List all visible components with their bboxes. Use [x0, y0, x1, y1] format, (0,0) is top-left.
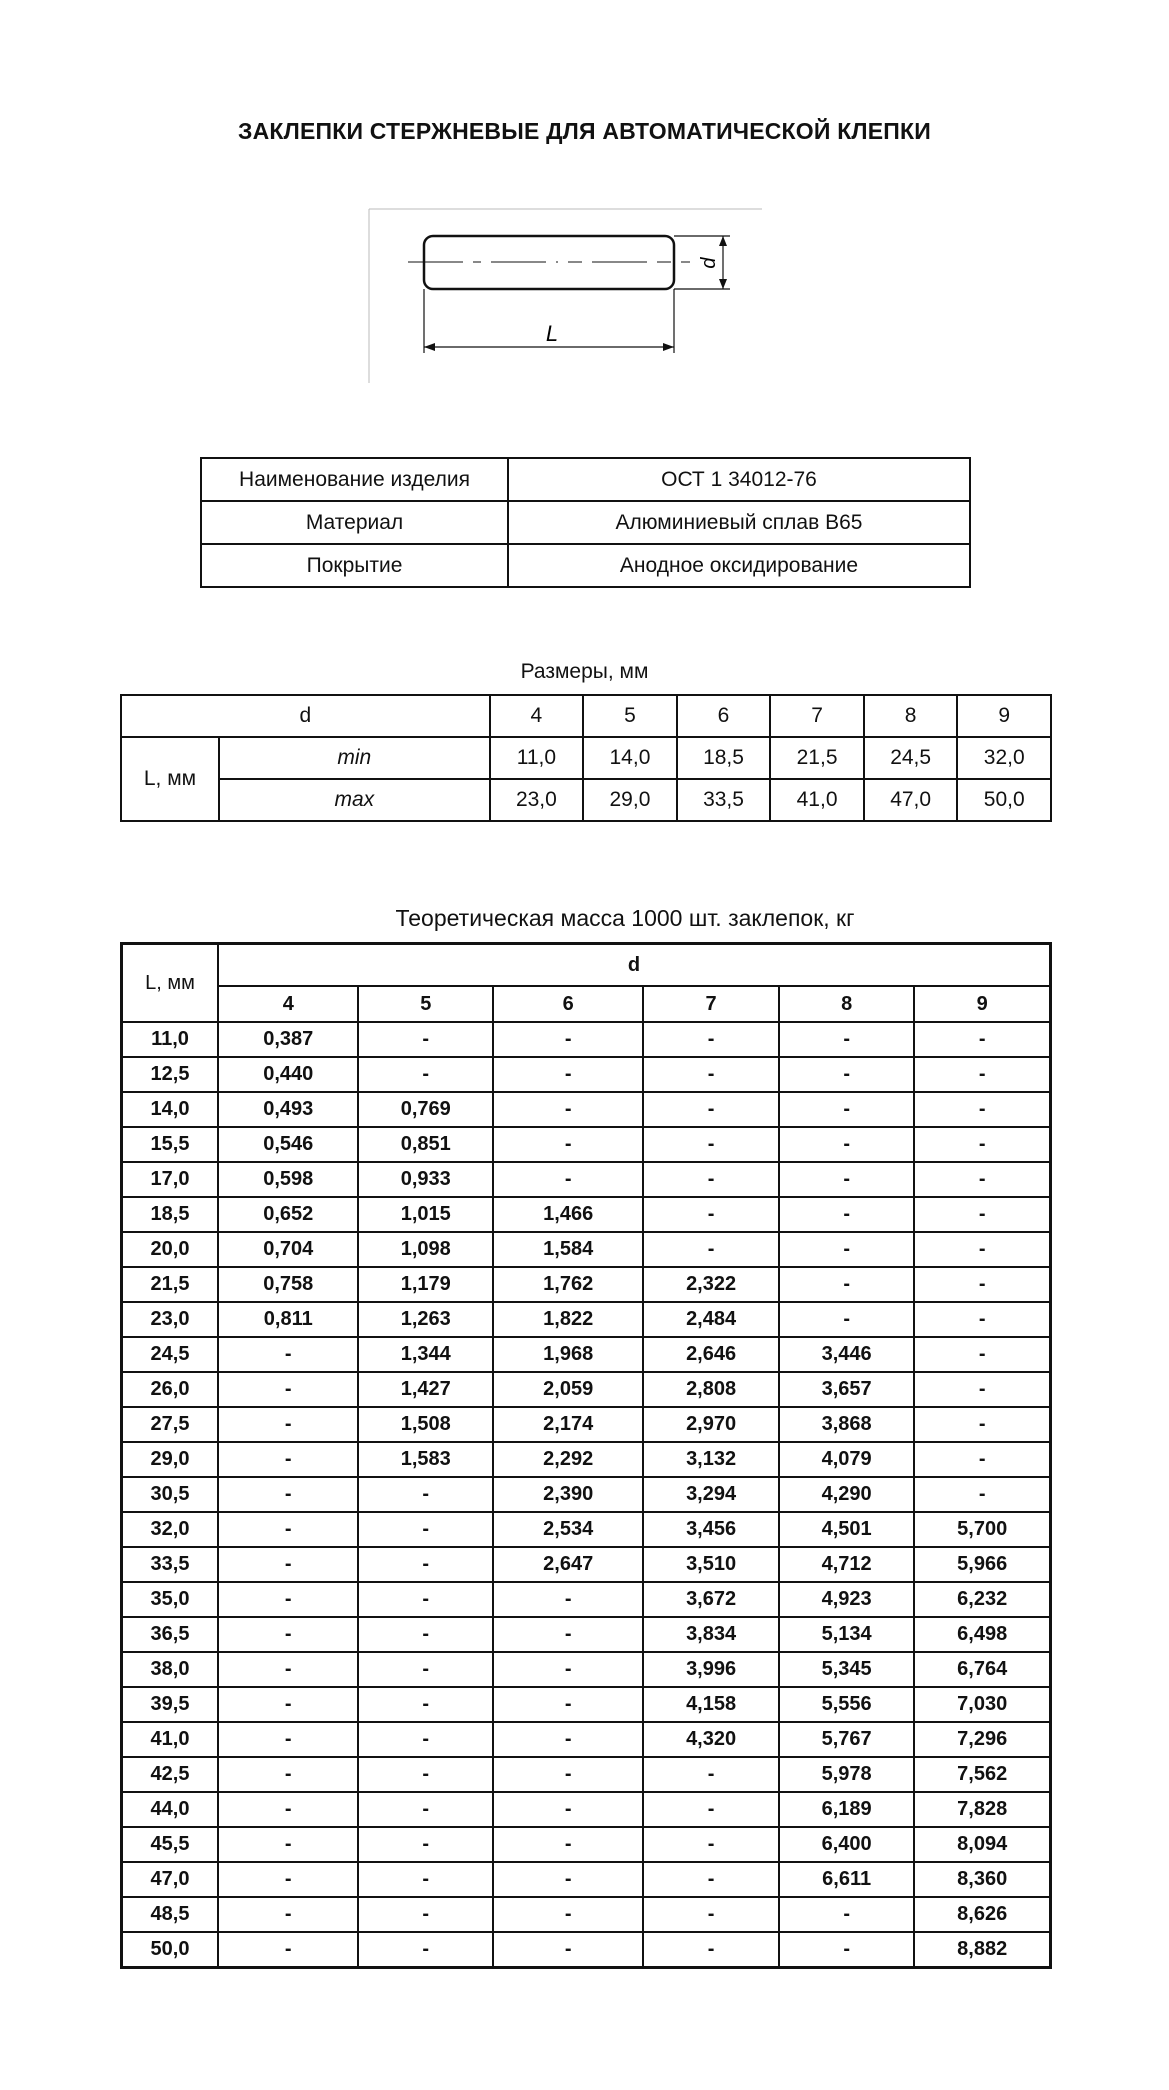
info-row [201, 544, 970, 587]
mass-cell: - [643, 1827, 779, 1862]
mass-cell: 1,762 [493, 1267, 643, 1302]
mass-cell: 4,158 [643, 1687, 779, 1722]
mass-cell: 5,556 [779, 1687, 915, 1722]
mass-cell: 6,232 [914, 1582, 1050, 1617]
sizes-d-value: 7 [770, 695, 864, 737]
mass-row [122, 1407, 1051, 1442]
mass-cell: - [218, 1512, 358, 1547]
mass-cell: 2,484 [643, 1302, 779, 1337]
info-value: Анодное оксидирование [508, 544, 970, 587]
sizes-min-value: 24,5 [864, 737, 958, 779]
mass-row [122, 1827, 1051, 1862]
mass-cell: - [643, 1022, 779, 1057]
mass-cell: - [358, 1757, 493, 1792]
mass-row [122, 1267, 1051, 1302]
mass-row [122, 1442, 1051, 1477]
mass-cell: - [218, 1862, 358, 1897]
mass-L-value: 41,0 [122, 1722, 219, 1757]
mass-L-value: 39,5 [122, 1687, 219, 1722]
mass-table [120, 942, 1052, 1969]
mass-cell: 8,360 [914, 1862, 1050, 1897]
mass-cell: 2,646 [643, 1337, 779, 1372]
mass-row [122, 1687, 1051, 1722]
mass-cell: 0,440 [218, 1057, 358, 1092]
mass-cell: 8,094 [914, 1827, 1050, 1862]
mass-row [122, 1792, 1051, 1827]
mass-cell: - [914, 1022, 1050, 1057]
mass-cell: - [358, 1582, 493, 1617]
mass-cell: 6,189 [779, 1792, 915, 1827]
mass-cell: - [358, 1862, 493, 1897]
info-row [201, 458, 970, 501]
mass-L-value: 18,5 [122, 1197, 219, 1232]
mass-cell: 0,493 [218, 1092, 358, 1127]
mass-cell: 2,059 [493, 1372, 643, 1407]
mass-row [122, 1092, 1051, 1127]
mass-cell: - [218, 1547, 358, 1582]
mass-cell: - [218, 1757, 358, 1792]
mass-cell: 3,834 [643, 1617, 779, 1652]
mass-cell: - [914, 1267, 1050, 1302]
mass-cell: - [779, 1162, 915, 1197]
mass-row [122, 1547, 1051, 1582]
mass-cell: 0,933 [358, 1162, 493, 1197]
mass-L-value: 24,5 [122, 1337, 219, 1372]
mass-cell: - [358, 1722, 493, 1757]
dimension-L-label: L [545, 321, 559, 346]
mass-L-value: 35,0 [122, 1582, 219, 1617]
mass-cell: 7,296 [914, 1722, 1050, 1757]
mass-cell: 1,968 [493, 1337, 643, 1372]
mass-cell: - [358, 1617, 493, 1652]
mass-cell: - [493, 1932, 643, 1968]
mass-cell: - [914, 1302, 1050, 1337]
mass-L-value: 32,0 [122, 1512, 219, 1547]
info-label: Покрытие [201, 544, 508, 587]
mass-cell: 6,764 [914, 1652, 1050, 1687]
mass-cell: - [358, 1057, 493, 1092]
mass-cell: 0,811 [218, 1302, 358, 1337]
mass-row [122, 1232, 1051, 1267]
mass-cell: - [779, 1267, 915, 1302]
mass-cell: 1,427 [358, 1372, 493, 1407]
sizes-min-label: min [219, 737, 490, 779]
mass-cell: - [914, 1127, 1050, 1162]
mass-row [122, 1127, 1051, 1162]
mass-cell: - [493, 1687, 643, 1722]
mass-cell: - [218, 1337, 358, 1372]
mass-row [122, 1337, 1051, 1372]
mass-cell: 6,611 [779, 1862, 915, 1897]
mass-cell: 3,510 [643, 1547, 779, 1582]
mass-cell: 0,758 [218, 1267, 358, 1302]
mass-row [122, 1477, 1051, 1512]
mass-L-value: 27,5 [122, 1407, 219, 1442]
mass-cell: - [643, 1092, 779, 1127]
mass-cell: - [779, 1897, 915, 1932]
mass-cell: 2,390 [493, 1477, 643, 1512]
mass-row [122, 1932, 1051, 1968]
mass-cell: - [358, 1827, 493, 1862]
sizes-max-value: 33,5 [677, 779, 771, 821]
mass-cell: - [914, 1442, 1050, 1477]
mass-d-value: 7 [643, 986, 779, 1022]
mass-d-value: 4 [218, 986, 358, 1022]
mass-cell: 1,015 [358, 1197, 493, 1232]
mass-cell: 1,584 [493, 1232, 643, 1267]
mass-L-value: 26,0 [122, 1372, 219, 1407]
mass-d-value: 5 [358, 986, 493, 1022]
mass-cell: - [218, 1932, 358, 1968]
mass-row [122, 1512, 1051, 1547]
mass-cell: 2,534 [493, 1512, 643, 1547]
mass-d-header: d [218, 944, 1050, 987]
mass-L-value: 36,5 [122, 1617, 219, 1652]
mass-cell: 2,174 [493, 1407, 643, 1442]
mass-cell: - [218, 1582, 358, 1617]
mass-cell: - [218, 1792, 358, 1827]
info-value: Алюминиевый сплав В65 [508, 501, 970, 544]
mass-cell: - [358, 1652, 493, 1687]
sizes-table [120, 694, 1052, 822]
info-label: Материал [201, 501, 508, 544]
sizes-min-value: 21,5 [770, 737, 864, 779]
mass-cell: - [358, 1512, 493, 1547]
mass-L-value: 44,0 [122, 1792, 219, 1827]
mass-cell: 1,583 [358, 1442, 493, 1477]
mass-cell: - [779, 1022, 915, 1057]
mass-cell: 2,322 [643, 1267, 779, 1302]
info-label: Наименование изделия [201, 458, 508, 501]
mass-cell: 3,657 [779, 1372, 915, 1407]
mass-L-value: 45,5 [122, 1827, 219, 1862]
mass-cell: - [779, 1057, 915, 1092]
mass-cell: 0,598 [218, 1162, 358, 1197]
mass-cell: - [218, 1722, 358, 1757]
mass-cell: 0,546 [218, 1127, 358, 1162]
mass-cell: 4,320 [643, 1722, 779, 1757]
mass-cell: - [779, 1232, 915, 1267]
mass-cell: - [218, 1442, 358, 1477]
mass-cell: - [218, 1617, 358, 1652]
mass-cell: 8,882 [914, 1932, 1050, 1968]
mass-cell: - [358, 1547, 493, 1582]
mass-cell: - [493, 1757, 643, 1792]
mass-row [122, 1372, 1051, 1407]
mass-cell: - [493, 1722, 643, 1757]
sizes-max-value: 23,0 [490, 779, 584, 821]
mass-caption: Теоретическая масса 1000 шт. заклепок, кг [395, 905, 855, 931]
sizes-min-value: 11,0 [490, 737, 584, 779]
sizes-caption: Размеры, мм [520, 660, 649, 683]
mass-cell: 1,508 [358, 1407, 493, 1442]
sizes-d-value: 4 [490, 695, 584, 737]
mass-cell: 4,923 [779, 1582, 915, 1617]
mass-d-value: 9 [914, 986, 1050, 1022]
mass-cell: - [493, 1092, 643, 1127]
sizes-d-value: 8 [864, 695, 958, 737]
mass-cell: - [779, 1092, 915, 1127]
mass-cell: 4,290 [779, 1477, 915, 1512]
mass-cell: - [914, 1477, 1050, 1512]
mass-cell: 5,134 [779, 1617, 915, 1652]
mass-cell: - [218, 1827, 358, 1862]
sizes-d-header: d [121, 695, 490, 737]
mass-cell: - [643, 1127, 779, 1162]
mass-row [122, 1022, 1051, 1057]
mass-L-value: 33,5 [122, 1547, 219, 1582]
mass-cell: 1,263 [358, 1302, 493, 1337]
mass-L-value: 14,0 [122, 1092, 219, 1127]
mass-cell: - [358, 1897, 493, 1932]
mass-L-value: 42,5 [122, 1757, 219, 1792]
mass-L-value: 11,0 [122, 1022, 219, 1057]
mass-cell: 6,400 [779, 1827, 915, 1862]
sizes-d-value: 5 [583, 695, 677, 737]
mass-cell: - [643, 1197, 779, 1232]
mass-cell: 3,294 [643, 1477, 779, 1512]
info-value: ОСТ 1 34012-76 [508, 458, 970, 501]
sizes-max-value: 41,0 [770, 779, 864, 821]
sizes-d-value: 9 [957, 695, 1051, 737]
mass-cell: - [643, 1232, 779, 1267]
mass-cell: 8,626 [914, 1897, 1050, 1932]
mass-d-value: 6 [493, 986, 643, 1022]
sizes-max-value: 29,0 [583, 779, 677, 821]
mass-cell: - [779, 1127, 915, 1162]
mass-L-value: 29,0 [122, 1442, 219, 1477]
info-row [201, 501, 970, 544]
mass-cell: 6,498 [914, 1617, 1050, 1652]
mass-row [122, 1722, 1051, 1757]
mass-row [122, 1582, 1051, 1617]
mass-cell: - [643, 1897, 779, 1932]
mass-cell: 0,851 [358, 1127, 493, 1162]
mass-L-value: 21,5 [122, 1267, 219, 1302]
mass-cell: - [643, 1792, 779, 1827]
mass-cell: - [493, 1582, 643, 1617]
mass-cell: 7,828 [914, 1792, 1050, 1827]
mass-cell: - [779, 1197, 915, 1232]
product-info-table [200, 457, 971, 588]
mass-cell: - [358, 1792, 493, 1827]
dimension-d-label: d [698, 257, 720, 269]
mass-L-value: 17,0 [122, 1162, 219, 1197]
mass-cell: - [914, 1372, 1050, 1407]
mass-cell: - [643, 1757, 779, 1792]
mass-cell: - [914, 1407, 1050, 1442]
mass-cell: - [643, 1932, 779, 1968]
mass-cell: - [218, 1372, 358, 1407]
mass-cell: 2,292 [493, 1442, 643, 1477]
mass-row [122, 1652, 1051, 1687]
sizes-L-header: L, мм [121, 737, 219, 821]
mass-cell: 2,808 [643, 1372, 779, 1407]
mass-cell: 4,079 [779, 1442, 915, 1477]
rivet-drawing [368, 208, 762, 383]
mass-cell: 0,704 [218, 1232, 358, 1267]
mass-cell: - [914, 1197, 1050, 1232]
mass-L-value: 48,5 [122, 1897, 219, 1932]
mass-L-value: 38,0 [122, 1652, 219, 1687]
sizes-max-value: 50,0 [957, 779, 1051, 821]
mass-cell: 0,769 [358, 1092, 493, 1127]
mass-cell: 3,996 [643, 1652, 779, 1687]
mass-cell: 2,647 [493, 1547, 643, 1582]
mass-cell: 4,501 [779, 1512, 915, 1547]
mass-cell: - [218, 1407, 358, 1442]
mass-cell: 5,767 [779, 1722, 915, 1757]
mass-cell: - [914, 1162, 1050, 1197]
mass-cell: 4,712 [779, 1547, 915, 1582]
mass-L-value: 20,0 [122, 1232, 219, 1267]
mass-cell: - [358, 1477, 493, 1512]
mass-cell: - [493, 1127, 643, 1162]
mass-cell: - [493, 1617, 643, 1652]
mass-cell: - [493, 1652, 643, 1687]
mass-cell: 2,970 [643, 1407, 779, 1442]
mass-row [122, 1057, 1051, 1092]
mass-cell: - [218, 1687, 358, 1722]
mass-L-value: 30,5 [122, 1477, 219, 1512]
mass-cell: 3,868 [779, 1407, 915, 1442]
mass-cell: - [358, 1687, 493, 1722]
mass-cell: 1,344 [358, 1337, 493, 1372]
mass-row [122, 1897, 1051, 1932]
mass-cell: 5,700 [914, 1512, 1050, 1547]
mass-cell: - [779, 1302, 915, 1337]
sizes-min-value: 14,0 [583, 737, 677, 779]
mass-cell: - [493, 1827, 643, 1862]
mass-cell: 0,652 [218, 1197, 358, 1232]
mass-cell: - [914, 1232, 1050, 1267]
mass-cell: - [493, 1162, 643, 1197]
mass-cell: - [914, 1057, 1050, 1092]
page-title: ЗАКЛЕПКИ СТЕРЖНЕВЫЕ ДЛЯ АВТОМАТИЧЕСКОЙ КЛЕПКИ [237, 118, 932, 144]
mass-cell: - [218, 1897, 358, 1932]
mass-L-header: L, мм [122, 944, 219, 1023]
mass-d-value: 8 [779, 986, 915, 1022]
mass-cell: 1,179 [358, 1267, 493, 1302]
mass-cell: - [493, 1057, 643, 1092]
sizes-d-value: 6 [677, 695, 771, 737]
mass-cell: - [914, 1337, 1050, 1372]
mass-cell: 0,387 [218, 1022, 358, 1057]
mass-cell: 1,098 [358, 1232, 493, 1267]
mass-row [122, 1162, 1051, 1197]
mass-L-value: 12,5 [122, 1057, 219, 1092]
mass-cell: - [914, 1092, 1050, 1127]
sizes-max-value: 47,0 [864, 779, 958, 821]
mass-cell: 3,446 [779, 1337, 915, 1372]
mass-cell: - [779, 1932, 915, 1968]
mass-cell: 7,562 [914, 1757, 1050, 1792]
sizes-min-value: 18,5 [677, 737, 771, 779]
mass-cell: - [218, 1652, 358, 1687]
mass-cell: 7,030 [914, 1687, 1050, 1722]
mass-row [122, 1757, 1051, 1792]
mass-row [122, 1302, 1051, 1337]
mass-cell: - [493, 1022, 643, 1057]
mass-cell: 5,966 [914, 1547, 1050, 1582]
mass-cell: - [493, 1862, 643, 1897]
mass-cell: - [358, 1932, 493, 1968]
mass-cell: 3,132 [643, 1442, 779, 1477]
mass-L-value: 50,0 [122, 1932, 219, 1968]
mass-cell: - [643, 1162, 779, 1197]
mass-L-value: 15,5 [122, 1127, 219, 1162]
mass-cell: 3,456 [643, 1512, 779, 1547]
sizes-min-value: 32,0 [957, 737, 1051, 779]
mass-cell: 5,978 [779, 1757, 915, 1792]
sizes-max-label: max [219, 779, 490, 821]
mass-cell: 3,672 [643, 1582, 779, 1617]
mass-cell: 1,466 [493, 1197, 643, 1232]
mass-row [122, 1862, 1051, 1897]
mass-cell: - [218, 1477, 358, 1512]
mass-cell: - [493, 1792, 643, 1827]
mass-cell: 1,822 [493, 1302, 643, 1337]
mass-cell: - [643, 1057, 779, 1092]
mass-cell: - [493, 1897, 643, 1932]
mass-row [122, 1617, 1051, 1652]
mass-L-value: 47,0 [122, 1862, 219, 1897]
mass-cell: - [358, 1022, 493, 1057]
mass-row [122, 1197, 1051, 1232]
mass-cell: 5,345 [779, 1652, 915, 1687]
mass-L-value: 23,0 [122, 1302, 219, 1337]
mass-cell: - [643, 1862, 779, 1897]
